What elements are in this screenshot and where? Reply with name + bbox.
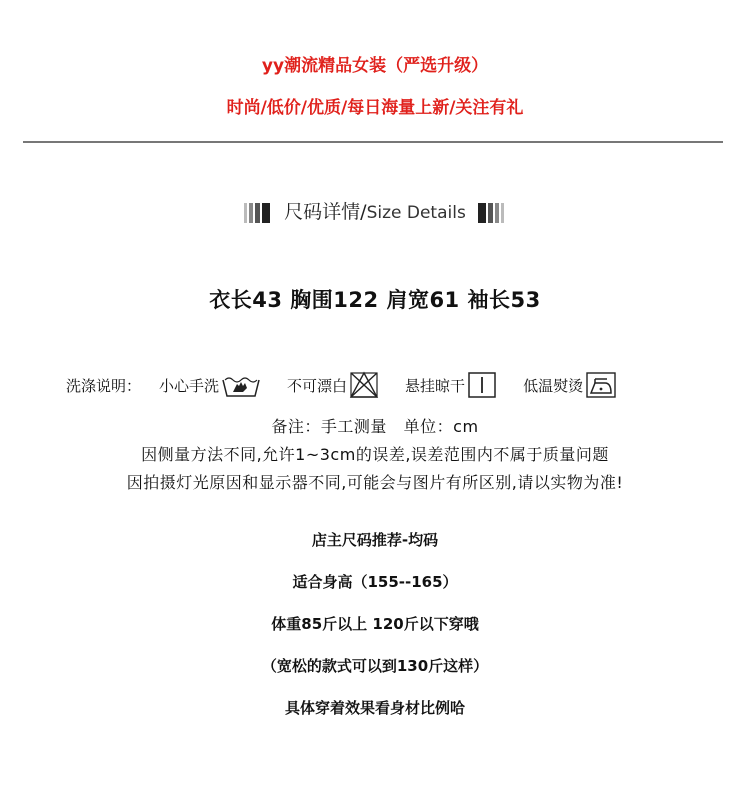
care-text: 小心手洗 [159,376,220,395]
care-instructions [66,370,643,400]
size-details-heading [0,197,750,224]
care-text: 不可漂白 [287,376,348,395]
care-item-low-iron [523,371,617,399]
care-item-no-bleach [287,371,379,399]
recommendation-loose-fit: （宽松的款式可以到130斤这样） [261,657,489,675]
recommendation-height: 适合身高（155--165） [292,573,458,591]
size-heading-cn: 尺码详情/ [284,201,367,223]
recommendation-title: 店主尺码推荐-均码 [311,531,439,549]
recommendation-effect: 具体穿着效果看身材比例哈 [284,699,465,717]
shop-title: yy潮流精品女装（严选升级） [261,56,489,76]
hand-wash-icon [221,372,261,398]
size-measurements: 衣长43 胸围122 肩宽61 袖长53 [209,288,541,312]
recommendation-weight: 体重85斤以上 120斤以下穿哦 [271,615,479,633]
heading-right-bars-icon [478,202,506,224]
hang-dry-icon [467,371,497,399]
shop-slogan: 时尚/低价/优质/每日海量上新/关注有礼 [226,98,524,118]
heading-left-bars-icon [244,202,272,224]
care-text: 悬挂晾干 [405,376,466,395]
low-iron-icon [585,371,617,399]
note-color-difference: 因拍摄灯光原因和显示器不同,可能会与图片有所区别,请以实物为准! [126,473,624,492]
care-text: 低温熨烫 [523,376,584,395]
care-label: 洗涤说明： [66,376,142,395]
header-divider [23,141,723,143]
care-item-hand-wash [159,372,261,398]
care-item-hang-dry [405,371,497,399]
no-bleach-icon [349,371,379,399]
note-measure-unit: 备注：手工测量 单位：cm [271,417,479,436]
size-heading-en: Size Details [366,203,466,223]
note-tolerance: 因侧量方法不同,允许1~3cm的误差,误差范围内不属于质量问题 [141,445,609,464]
